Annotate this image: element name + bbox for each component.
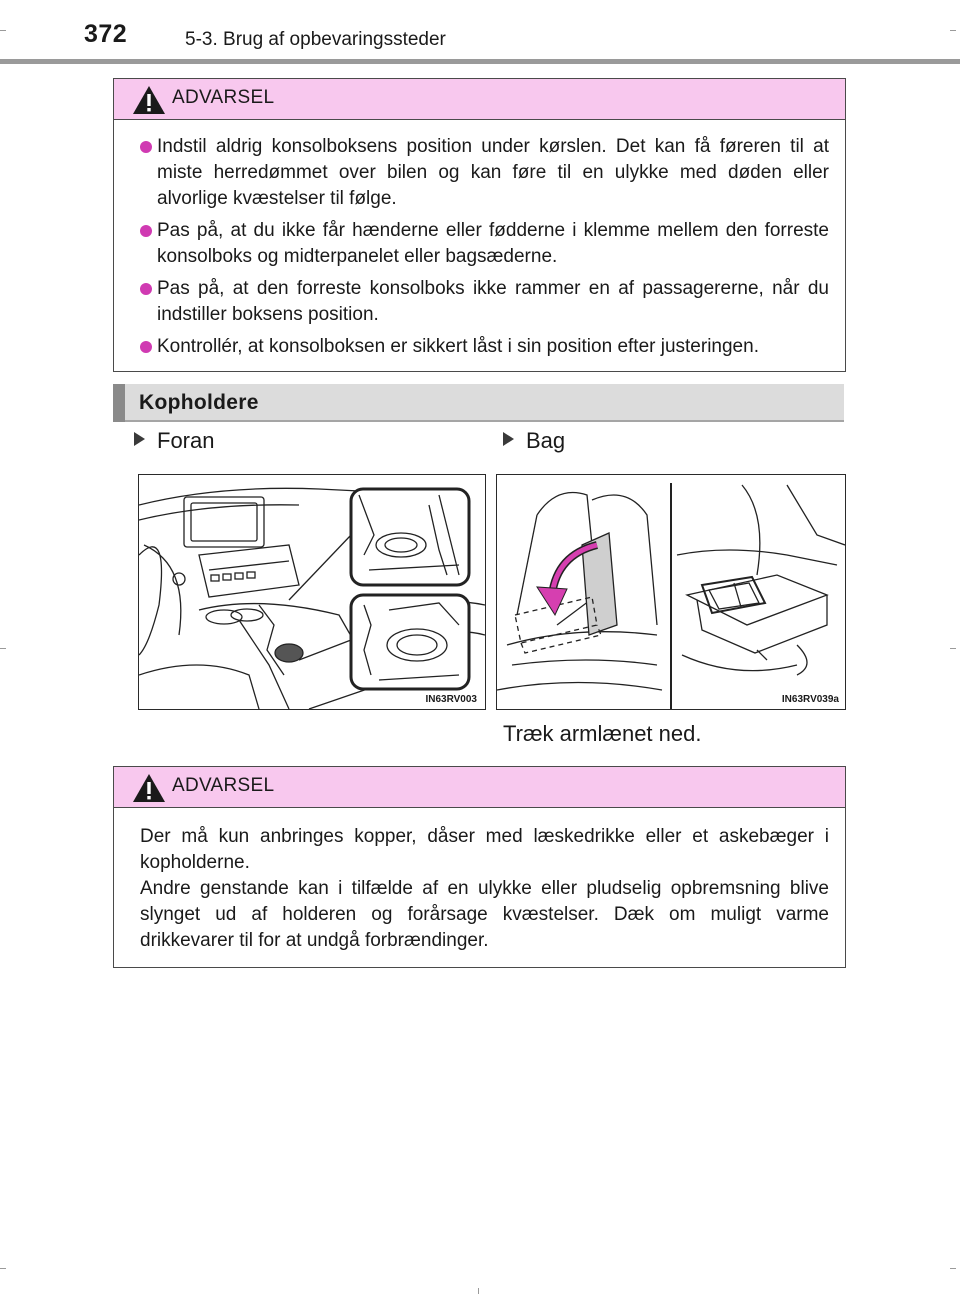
figure-caption: Træk armlænet ned. <box>503 721 702 746</box>
list-item-text: Kontrollér, at konsolboksen er sikkert låst i sin position efter justeringen. <box>157 336 759 357</box>
crop-mark <box>0 648 6 649</box>
front-label-text: Foran <box>157 428 215 453</box>
warning-box-cupholders <box>113 766 846 968</box>
list-item <box>140 218 829 270</box>
list-item <box>140 276 829 328</box>
crop-mark <box>0 30 6 31</box>
list-item-text: Pas på, at du ikke får hænderne eller fødderne i klemme mellem den forreste konsolboks og midterpanelet eller bagsæderne. <box>157 220 829 267</box>
list-item-text: Pas på, at den forreste konsolboks ikke rammer en af passagererne, når du indstiller boksens position. <box>157 278 829 325</box>
topic-accent <box>113 384 125 422</box>
front-cupholder-drawing <box>139 475 485 709</box>
bullet-icon <box>140 341 152 353</box>
bullet-icon <box>140 225 152 237</box>
list-item-text: Indstil aldrig konsolboksens position under kørslen. Det kan få føreren til at miste herredømmet over bilen og kan føre til en ulykke med døden eller alvorlige kvæstelser til følge. <box>157 136 829 209</box>
section-title: 5-3. Brug af opbevaringssteder <box>185 29 446 50</box>
warning-triangle-icon <box>132 85 166 115</box>
warning-title: ADVARSEL <box>172 87 275 108</box>
rear-cupholder-drawing <box>497 475 845 709</box>
warning-header <box>114 79 845 120</box>
crop-mark <box>950 30 956 31</box>
warning-header <box>114 767 845 808</box>
rear-label-text: Bag <box>526 428 566 453</box>
warning-title: ADVARSEL <box>172 775 275 796</box>
crop-mark <box>950 1268 956 1269</box>
header-rule <box>0 59 960 64</box>
crop-mark <box>0 1268 6 1269</box>
rear-cupholder-illustration <box>496 474 846 710</box>
bullet-icon <box>140 141 152 153</box>
warning-body <box>114 808 845 968</box>
warning-box-console <box>113 78 846 372</box>
topic-title: Kopholdere <box>139 391 259 414</box>
arrow-right-icon <box>503 432 514 446</box>
list-item <box>140 134 829 212</box>
topic-heading <box>113 384 844 422</box>
warning-triangle-icon <box>132 773 166 803</box>
front-label <box>134 428 214 454</box>
figure-code: IN63RV003 <box>425 694 477 705</box>
list-item <box>140 334 829 360</box>
warning-body <box>114 120 845 374</box>
crop-mark <box>950 648 956 649</box>
figure-code: IN63RV039a <box>781 694 839 705</box>
crop-mark <box>478 1288 479 1294</box>
arrow-right-icon <box>134 432 145 446</box>
bullet-icon <box>140 283 152 295</box>
warning-paragraph: Andre genstande kan i tilfælde af en ulykke eller pludselig opbremsning blive slynget ud af holderen og forårsage kvæstelser. Dæk om muligt varme drikkevarer til for at undgå forbrændinger. <box>140 878 829 951</box>
page-number: 372 <box>84 20 128 48</box>
page-header <box>0 0 960 64</box>
front-cupholder-illustration <box>138 474 486 710</box>
warning-paragraph: Der må kun anbringes kopper, dåser med læskedrikke eller et askebæger i kopholderne. <box>140 826 829 873</box>
rear-label <box>503 428 565 454</box>
